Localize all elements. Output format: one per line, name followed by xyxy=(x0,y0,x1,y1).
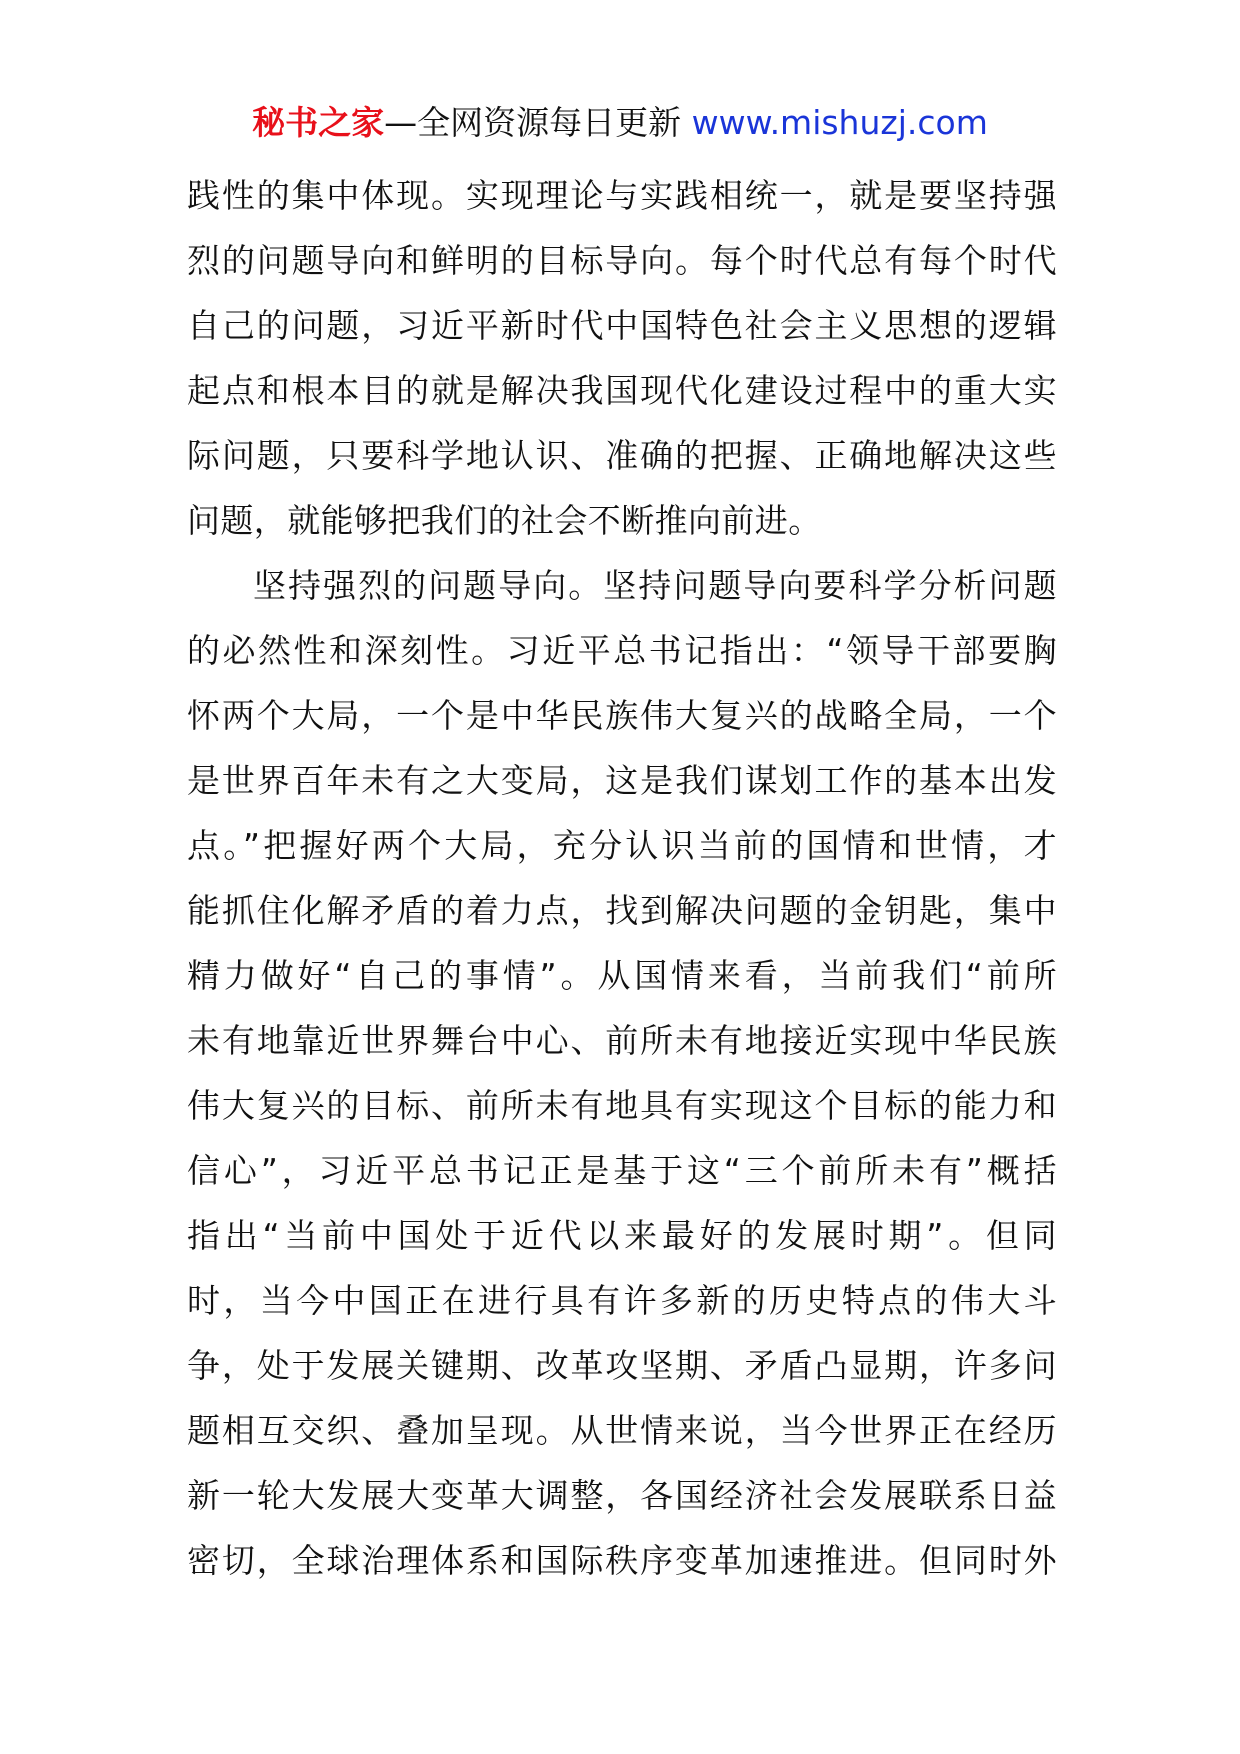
text-line: 烈的问题导向和鲜明的目标导向。每个时代总有每个时代 xyxy=(187,241,1057,280)
site-header xyxy=(0,103,1240,143)
text-line: 点。”把握好两个大局，充分认识当前的国情和世情，才 xyxy=(187,826,1057,865)
site-url-link[interactable]: www.mishuzj.com xyxy=(691,103,988,142)
header-slogan: —全网资源每日更新 xyxy=(384,103,682,142)
text-line: 是世界百年未有之大变局，这是我们谋划工作的基本出发 xyxy=(187,761,1057,800)
text-line: 指出“当前中国处于近代以来最好的发展时期”。但同 xyxy=(187,1216,1057,1255)
text-line: 伟大复兴的目标、前所未有地具有实现这个目标的能力和 xyxy=(187,1086,1057,1125)
text-line: 争，处于发展关键期、改革攻坚期、矛盾凸显期，许多问 xyxy=(187,1346,1057,1385)
text-line: 自己的问题，习近平新时代中国特色社会主义思想的逻辑 xyxy=(187,306,1057,345)
document-body xyxy=(187,163,1057,1593)
paragraph xyxy=(187,553,1057,1593)
text-line: 信心”，习近平总书记正是基于这“三个前所未有”概括 xyxy=(187,1151,1057,1190)
text-line: 怀两个大局，一个是中华民族伟大复兴的战略全局，一个 xyxy=(187,696,1057,735)
text-line: 际问题，只要科学地认识、准确的把握、正确地解决这些 xyxy=(187,436,1057,475)
text-line: 新一轮大发展大变革大调整，各国经济社会发展联系日益 xyxy=(187,1476,1057,1515)
text-line: 能抓住化解矛盾的着力点，找到解决问题的金钥匙，集中 xyxy=(187,891,1057,930)
text-line: 践性的集中体现。实现理论与实践相统一，就是要坚持强 xyxy=(187,176,1057,215)
text-line: 时，当今中国正在进行具有许多新的历史特点的伟大斗 xyxy=(187,1281,1057,1320)
text-line: 密切，全球治理体系和国际秩序变革加速推进。但同时外 xyxy=(187,1541,1057,1580)
text-line: 题相互交织、叠加呈现。从世情来说，当今世界正在经历 xyxy=(187,1411,1057,1450)
brand-name: 秘书之家 xyxy=(252,103,385,142)
text-line: 问题，就能够把我们的社会不断推向前进。 xyxy=(187,501,822,540)
text-line: 坚持强烈的问题导向。坚持问题导向要科学分析问题 xyxy=(253,566,1057,605)
paragraph xyxy=(187,163,1057,553)
text-line: 起点和根本目的就是解决我国现代化建设过程中的重大实 xyxy=(187,371,1057,410)
text-line: 的必然性和深刻性。习近平总书记指出：“领导干部要胸 xyxy=(187,631,1057,670)
text-line: 未有地靠近世界舞台中心、前所未有地接近实现中华民族 xyxy=(187,1021,1057,1060)
text-line: 精力做好“自己的事情”。从国情来看，当前我们“前所 xyxy=(187,956,1057,995)
